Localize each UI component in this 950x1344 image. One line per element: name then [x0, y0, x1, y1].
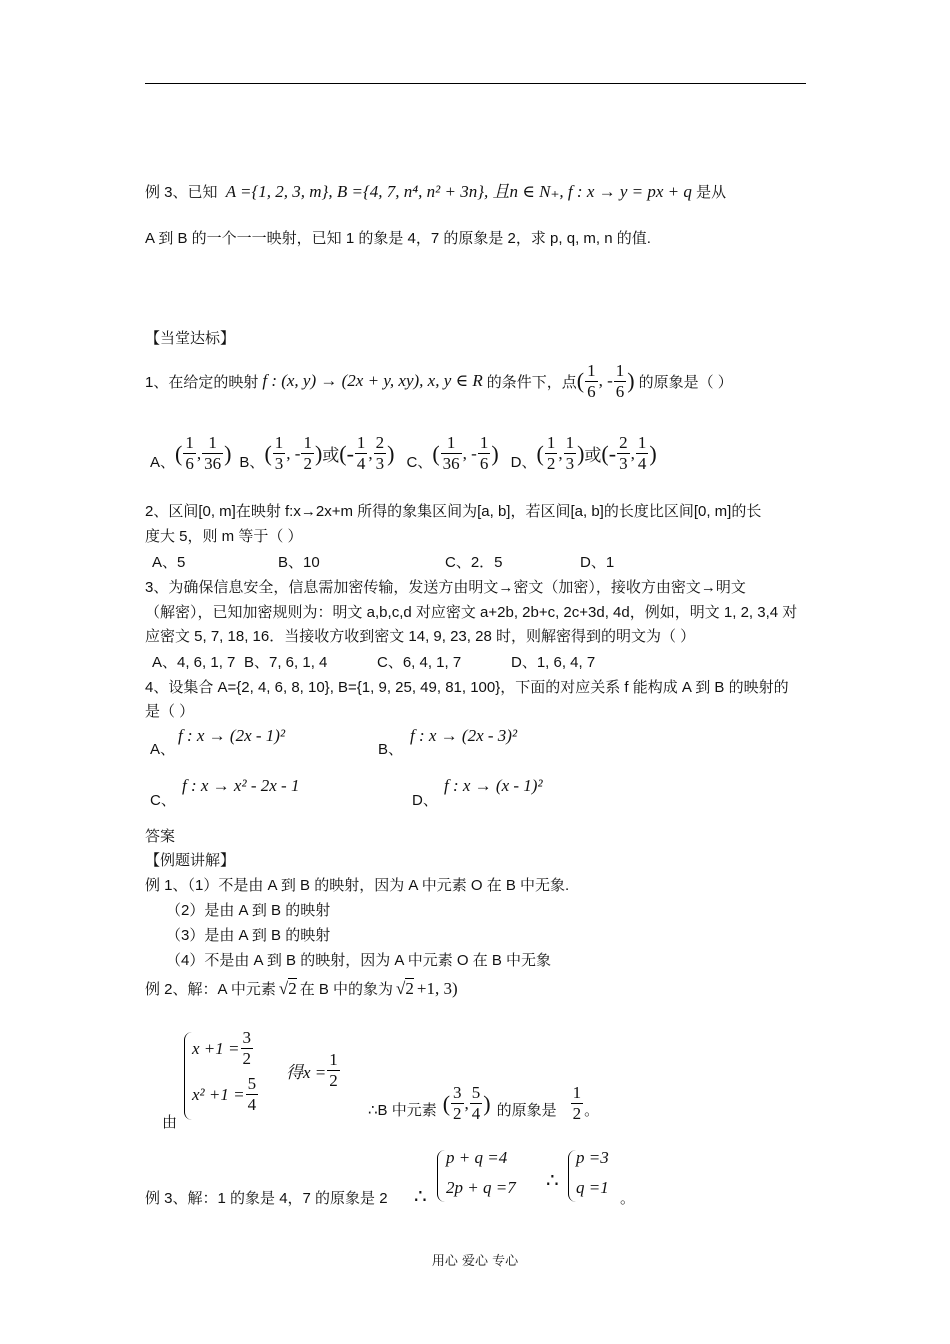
q4-line1: 4、设集合 A={2, 4, 6, 8, 10}, B={1, 9, 25, 49, 81, 100}，下面的对应关系 f 能构成 A 到 B 的映射的 [145, 679, 789, 696]
q1-opt-a-label: A、 [150, 454, 176, 471]
ex3-math: A ={1, 2, 3, m}, B ={4, 7, n⁴, n² + 3n}, 且n ∈ N₊, f : x → y = px + q [225, 182, 692, 201]
q1-opt-a: ( $\frac{1}{6}$ , $\frac{1}{36}$ ) [175, 433, 232, 473]
ex2-mid: 在 B 中的象为 [299, 981, 394, 998]
q3-opt-b: B、7, 6, 1, 4 [244, 654, 328, 671]
q3-line1: 3、为确保信息安全，信息需加密传输，发送方由明文→密文（加密），接收方由密文→明文 [145, 579, 746, 596]
ex3-line1 [145, 177, 726, 202]
ex3-therefore-2: ∴ [546, 1170, 559, 1192]
ex3-sys2: 2p + q =7 [446, 1178, 516, 1197]
q3-opt-d: D、1, 6, 4, 7 [511, 654, 596, 671]
q2-opt-c: C、2．5 [445, 554, 503, 571]
q4-b-math: f : x → (2x - 3)² [410, 726, 518, 745]
ex3-therefore-1: ∴ [414, 1186, 427, 1208]
q1-mid: 的条件下，点 [486, 373, 577, 391]
q1-opt-d-label: D、 [510, 454, 537, 471]
header-rule [145, 83, 806, 84]
ex3-prefix: 例 3、已知 [145, 184, 218, 201]
ex3-line2: A 到 B 的一个一一映射，已知 1 的象是 4，7 的原象是 2，求 p, q, m, n 的值. [145, 230, 651, 247]
q4-d-math: f : x → (x - 1)² [444, 776, 543, 795]
ex1-ans-2: （2）是由 A 到 B 的映射 [166, 902, 331, 919]
ex3-sys1: p + q =4 [446, 1148, 508, 1167]
ex2-sys-eq2: x² +1 = $\frac{5}{4}$ [192, 1074, 257, 1114]
answers-subtitle: 【例题讲解】 [145, 852, 236, 869]
q1-opt-c-label: C、 [406, 454, 433, 471]
ex3-period: 。 [620, 1190, 636, 1207]
q1-suffix: 的原象是（ ） [638, 373, 733, 391]
ex2-solution: 得x = $\frac{1}{2}$ [286, 1050, 338, 1090]
q1-point-y: $\frac{1}{6}$ [615, 360, 625, 401]
ex3-ans-text: 例 3、解：1 的象是 4，7 的原象是 2 [145, 1190, 388, 1207]
q3-line2: （解密），已知加密规则为：明文 a,b,c,d 对应密文 a+2b, 2b+c, 2c+3d, 4d，例如，明文 1, 2, 3,4 对 [145, 604, 798, 621]
q4-c-math: f : x → x² - 2x - 1 [182, 776, 300, 795]
q4-b-label: B、 [378, 741, 404, 758]
q1-math: f : (x, y) → (2x + y, xy), x, y ∈ R [262, 371, 483, 390]
q1-opt-b-label: B、 [239, 454, 265, 471]
q2-line2: 度大 5，则 m 等于（ ） [145, 528, 303, 545]
ex3-res2: q =1 [576, 1178, 609, 1197]
q2-opt-d: D、1 [580, 554, 615, 571]
ex2-ans-line [145, 978, 458, 999]
q4-line2: 是（ ） [145, 703, 195, 720]
q1-line: 1、在给定的映射 f : (x, y) → (2x + y, xy), x, y ∈ R 的条件下，点 ( $\frac{1}{6}$ , - $\frac{1}{6}$ ) 的原象是（ ） [145, 360, 733, 401]
q3-opt-c: C、6, 4, 1, 7 [377, 654, 462, 671]
q1-options [150, 424, 657, 474]
q2-opt-a: A、5 [152, 554, 186, 571]
ex1-ans-1: 例 1、（1）不是由 A 到 B 的映射，因为 A 中元素 O 在 B 中无象. [145, 877, 570, 894]
q2-opt-b: B、10 [278, 554, 320, 571]
q3-line3: 应密文 5, 7, 18, 16．当接收方收到密文 14, 9, 23, 28 时，则解密得到的明文为（ ） [145, 628, 696, 645]
ex1-ans-4: （4）不是由 A 到 B 的映射，因为 A 中元素 O 在 B 中无象 [166, 952, 552, 969]
q4-a-label: A、 [150, 741, 176, 758]
q1-prefix: 1、在给定的映射 [145, 373, 259, 391]
q1-opt-d: ( $\frac{1}{2}$ , $\frac{1}{3}$ ) 或 (- $\frac{2}{3}$ , $\frac{1}{4}$ ) [536, 433, 657, 473]
sqrt2-b: √2 [396, 978, 414, 998]
ex3-suffix: 是从 [696, 184, 727, 201]
q3-opt-a: A、4, 6, 1, 7 [152, 654, 236, 671]
ex2-you: 由 [162, 1114, 178, 1131]
ex3-res1: p =3 [576, 1148, 609, 1167]
q1-opt-c: ( $\frac{1}{36}$ , - $\frac{1}{6}$ ) [432, 433, 499, 473]
ex1-ans-3: （3）是由 A 到 B 的映射 [166, 927, 331, 944]
q4-a-math: f : x → (2x - 1)² [178, 726, 286, 745]
q1-point-x: $\frac{1}{6}$ [587, 360, 596, 401]
q2-line1: 2、区间[0, m]在映射 f:x→2x+m 所得的象集区间为[a, b]，若区间[a, b]的长度比区间[0, m]的长 [145, 503, 762, 520]
ex2-prefix: 例 2、解：A 中元素 [145, 981, 276, 998]
page-footer: 用心 爱心 专心 [431, 1254, 519, 1269]
sqrt2-a: √2 [278, 978, 297, 998]
ex3-brace-2 [568, 1150, 576, 1202]
section-title: 【当堂达标】 [145, 330, 236, 347]
ex3-brace-1 [437, 1150, 445, 1202]
ex2-math: +1, 3) [416, 978, 458, 998]
answers-title: 答案 [145, 828, 176, 845]
ex2-sys-eq1: x +1 = $\frac{3}{2}$ [192, 1028, 251, 1068]
q1-opt-b: ( $\frac{1}{3}$ , - $\frac{1}{2}$ ) 或 (- $\frac{1}{4}$ , $\frac{2}{3}$ ) [264, 433, 395, 473]
q4-c-label: C、 [150, 792, 176, 809]
ex2-conclusion: ∴B 中元素 ( $\frac{3}{2}$ , $\frac{5}{4}$ ) 的原象是 $\frac{1}{2}$ 。 [368, 1083, 600, 1123]
q4-d-label: D、 [412, 792, 438, 809]
